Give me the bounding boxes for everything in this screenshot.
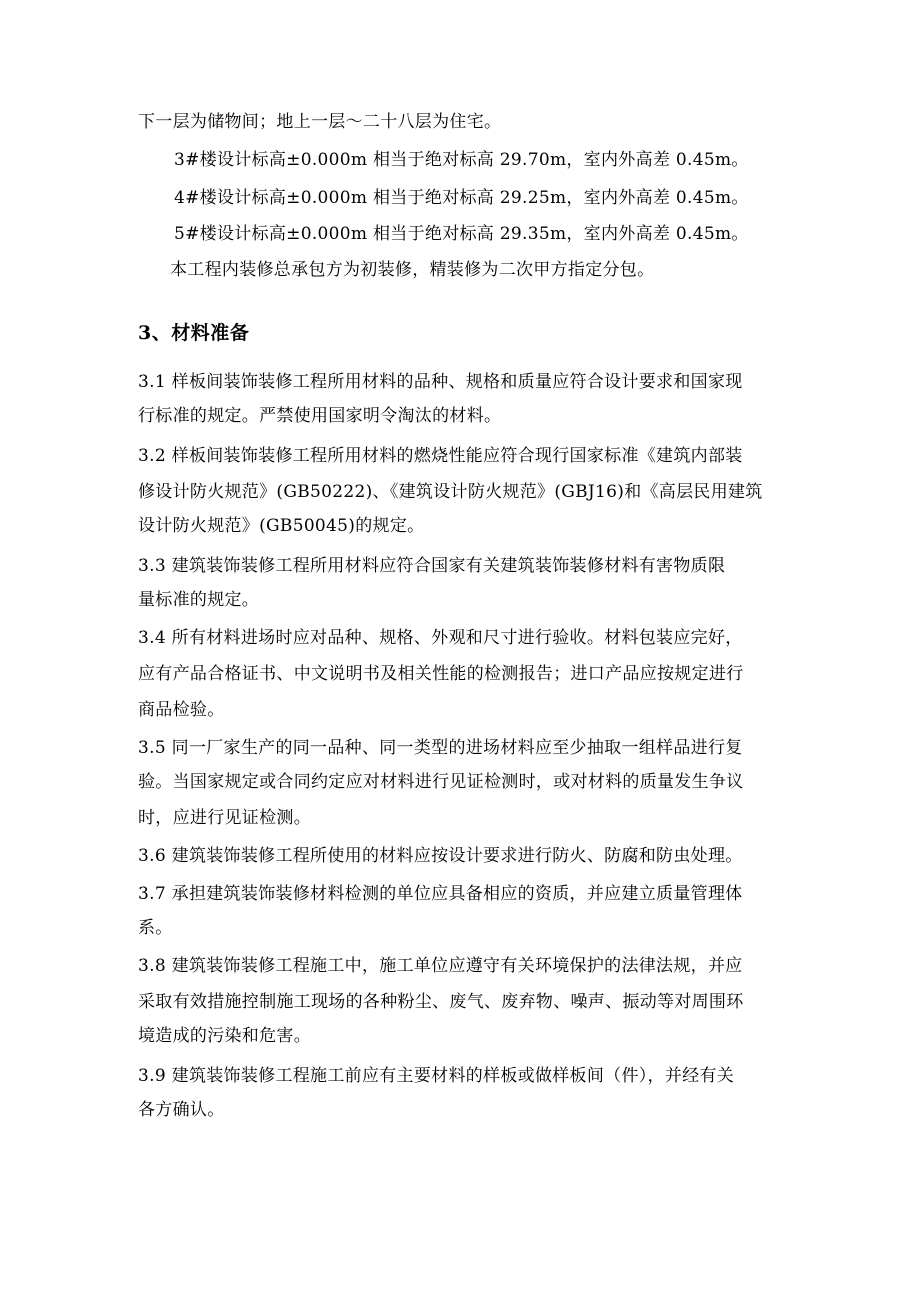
paragraph-3-3-line: 量标准的规定。 bbox=[138, 590, 260, 610]
paragraph-3-8-line: 采取有效措施控制施工现场的各种粉尘、废气、废弃物、噪声、振动等对周围环 bbox=[138, 992, 744, 1012]
paragraph-3-7-line: 3.7 承担建筑装饰装修材料检测的单位应具备相应的资质，并应建立质量管理体 bbox=[138, 884, 743, 904]
paragraph-3-9-line: 3.9 建筑装饰装修工程施工前应有主要材料的样板或做样板间（件），并经有关 bbox=[138, 1066, 735, 1086]
elevation-building-5: 5#楼设计标高±0.000m 相当于绝对标高 29.35m，室内外高差 0.45m。 bbox=[174, 224, 749, 244]
paragraph-3-1-line: 行标准的规定。严禁使用国家明令淘汰的材料。 bbox=[138, 406, 502, 426]
elevation-building-3: 3#楼设计标高±0.000m 相当于绝对标高 29.70m，室内外高差 0.45m。 bbox=[174, 150, 749, 170]
paragraph-3-3-line: 3.3 建筑装饰装修工程所用材料应符合国家有关建筑装饰装修材料有害物质限 bbox=[138, 556, 726, 576]
paragraph-3-5-line: 验。当国家规定或合同约定应对材料进行见证检测时，或对材料的质量发生争议 bbox=[138, 772, 744, 792]
paragraph-3-1-line: 3.1 样板间装饰装修工程所用材料的品种、规格和质量应符合设计要求和国家现 bbox=[138, 372, 743, 392]
section-heading: 3、材料准备 bbox=[138, 322, 250, 344]
paragraph-3-4-line: 3.4 所有材料进场时应对品种、规格、外观和尺寸进行验收。材料包装应完好， bbox=[138, 628, 743, 648]
paragraph-3-4-line: 应有产品合格证书、中文说明书及相关性能的检测报告；进口产品应按规定进行 bbox=[138, 664, 744, 684]
paragraph-3-5-line: 时，应进行见证检测。 bbox=[138, 808, 311, 828]
contract-note: 本工程内装修总承包方为初装修，精装修为二次甲方指定分包。 bbox=[170, 260, 655, 280]
paragraph-3-8-line: 境造成的污染和危害。 bbox=[138, 1026, 311, 1046]
paragraph-3-2-line: 修设计防火规范》(GB50222)、《建筑设计防火规范》(GBJ16)和《高层民用建筑 bbox=[138, 482, 763, 502]
paragraph-3-4-line: 商品检验。 bbox=[138, 700, 225, 720]
paragraph-3-2-line: 3.2 样板间装饰装修工程所用材料的燃烧性能应符合现行国家标准《建筑内部装 bbox=[138, 446, 743, 466]
elevation-building-4: 4#楼设计标高±0.000m 相当于绝对标高 29.25m，室内外高差 0.45m。 bbox=[174, 188, 749, 208]
paragraph-3-5-line: 3.5 同一厂家生产的同一品种、同一类型的进场材料应至少抽取一组样品进行复 bbox=[138, 738, 743, 758]
paragraph-3-7-line: 系。 bbox=[138, 918, 173, 938]
paragraph-3-8-line: 3.8 建筑装饰装修工程施工中，施工单位应遵守有关环境保护的法律法规，并应 bbox=[138, 956, 743, 976]
paragraph-3-6-line: 3.6 建筑装饰装修工程所使用的材料应按设计要求进行防火、防腐和防虫处理。 bbox=[138, 846, 743, 866]
intro-line: 下一层为储物间；地上一层～二十八层为住宅。 bbox=[138, 112, 502, 132]
paragraph-3-2-line: 设计防火规范》(GB50045)的规定。 bbox=[138, 516, 425, 536]
paragraph-3-9-line: 各方确认。 bbox=[138, 1100, 225, 1120]
